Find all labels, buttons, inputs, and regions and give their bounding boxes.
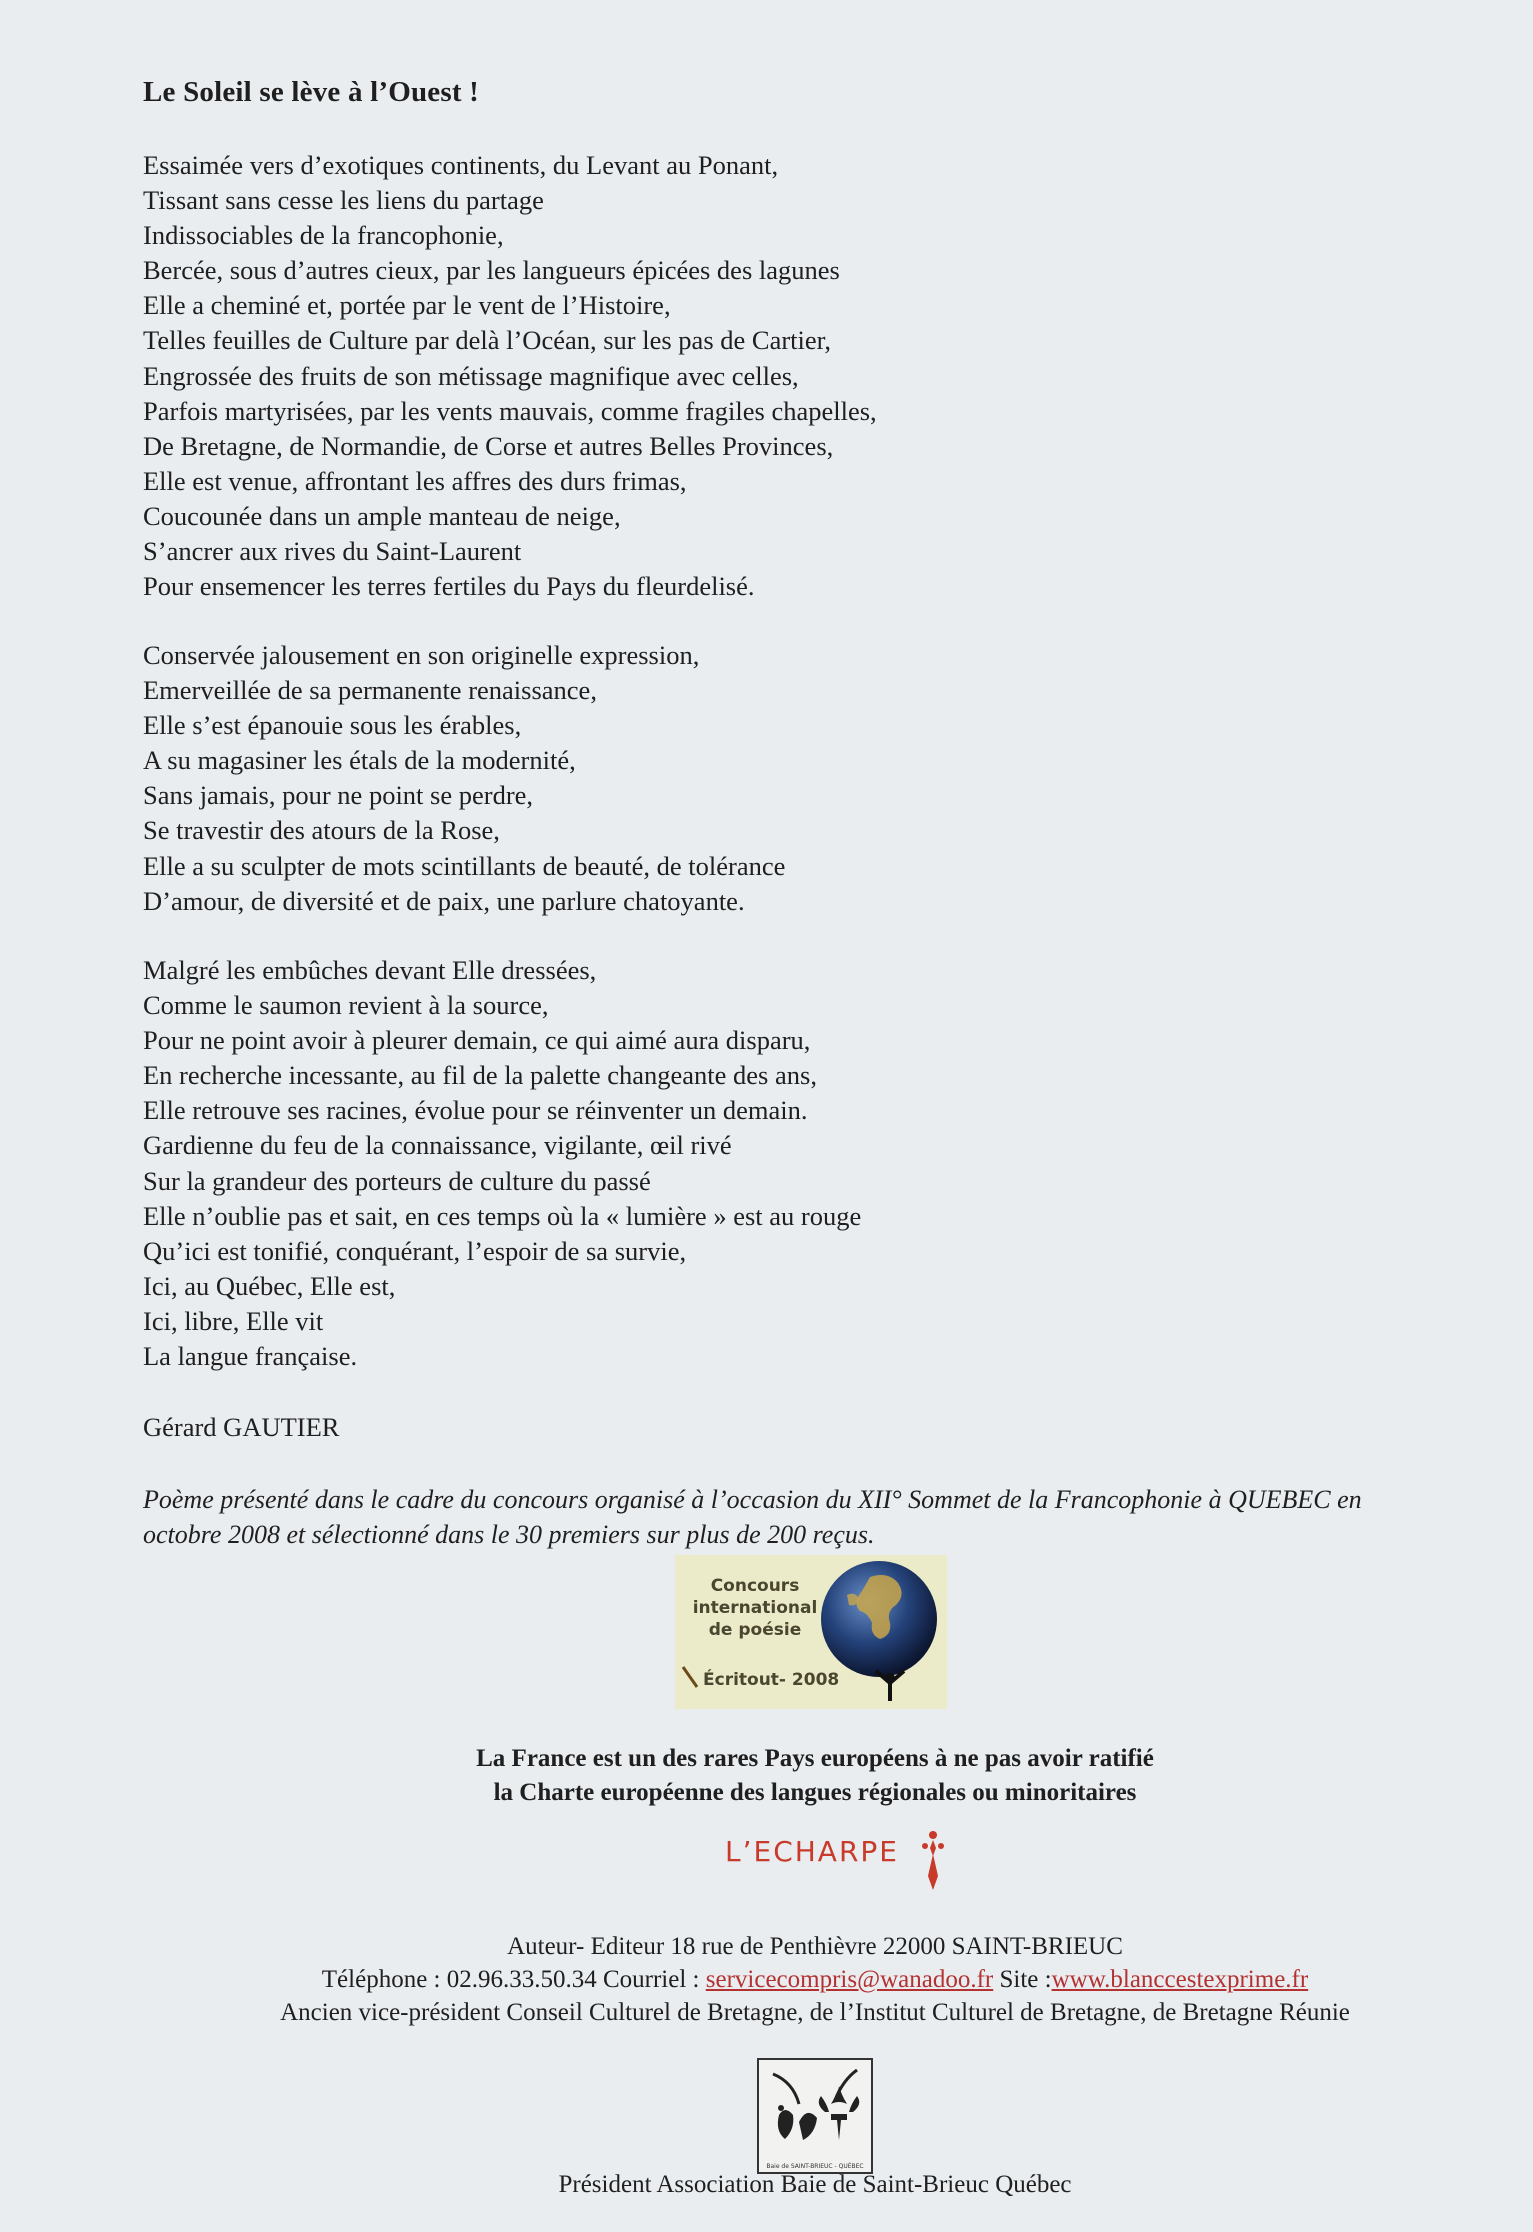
badge-text <box>675 1575 835 1641</box>
poetry-contest-badge <box>675 1555 947 1709</box>
site-label: Site : <box>993 1966 1052 1993</box>
verse-line: De Bretagne, de Normandie, de Corse et autres Belles Provinces, <box>143 430 834 461</box>
publisher-address: Auteur- Editeur 18 rue de Penthièvre 22000 SAINT-BRIEUC <box>507 1933 1123 1960</box>
verse-line: S’ancrer aux rives du Saint-Laurent <box>143 536 522 567</box>
stanza-3 <box>143 953 861 1374</box>
verse-line: Elle s’est épanouie sous les érables, <box>143 710 522 741</box>
verse-line: Conservée jalousement en son originelle expression, <box>143 640 700 670</box>
phone-line <box>0 1963 1533 1996</box>
verse-line: Indissociables de la francophonie, <box>143 220 504 251</box>
badge-line: de poésie <box>708 1620 802 1640</box>
stanza-1 <box>143 148 877 604</box>
emblem-caption: Baie de SAINT-BRIEUC - QUÉBEC <box>766 2163 864 2170</box>
author-name: Gérard GAUTIER <box>143 1412 340 1442</box>
verse-line: Sans jamais, pour ne point se perdre, <box>143 780 534 811</box>
verse-line: Elle n’oublie pas et sait, en ces temps où la « lumière » est au rouge <box>143 1200 862 1231</box>
charter-line: la Charte européenne des langues régionales ou minoritaires <box>493 1779 1137 1806</box>
verse-line: Comme le saumon revient à la source, <box>143 990 549 1021</box>
verse-line: Gardienne du feu de la connaissance, vigilante, œil rivé <box>143 1130 732 1161</box>
badge-line: international <box>692 1598 818 1618</box>
association-emblem <box>757 2058 873 2174</box>
ermine-icon <box>922 1830 944 1892</box>
echarpe-logo: L’ECHARPE <box>725 1835 899 1868</box>
verse-line: Telles feuilles de Culture par delà l’Océan, sur les pas de Cartier, <box>143 325 832 356</box>
verse-line: Bercée, sous d’autres cieux, par les langueurs épicées des lagunes <box>143 255 840 286</box>
badge-line: Concours <box>710 1576 800 1596</box>
verse-line: Tissant sans cesse les liens du partage <box>143 185 544 216</box>
verse-line: Qu’ici est tonifié, conquérant, l’espoir de sa survie, <box>143 1235 687 1266</box>
verse-line: Malgré les embûches devant Elle dressées, <box>143 955 597 985</box>
verse-line: Coucounée dans un ample manteau de neige, <box>143 500 621 531</box>
verse-line: En recherche incessante, au fil de la palette changeante des ans, <box>143 1060 817 1091</box>
verse-line: Ici, libre, Elle vit <box>143 1305 324 1336</box>
verse-line: Essaimée vers d’exotiques continents, du Levant au Ponant, <box>143 150 779 180</box>
verse-line: Parfois martyrisées, par les vents mauvais, comme fragiles chapelles, <box>143 395 877 426</box>
stanza-2 <box>143 638 785 919</box>
charter-line: La France est un des rares Pays européens à ne pas avoir ratifié <box>476 1745 1154 1772</box>
verse-line: Engrossée des fruits de son métissage magnifique avec celles, <box>143 360 799 391</box>
website-link[interactable]: www.blanccestexprime.fr <box>1051 1966 1309 1993</box>
verse-line: Pour ensemencer les terres fertiles du Pays du fleurdelisé. <box>143 571 755 602</box>
badge-year: Écritout- 2008 <box>703 1670 840 1690</box>
phone-text: Téléphone : 02.96.33.50.34 Courriel : <box>321 1966 706 1993</box>
email-link[interactable]: servicecompris@wanadoo.fr <box>705 1966 994 1993</box>
verse-line: Se travestir des atours de la Rose, <box>143 815 500 846</box>
former-roles: Ancien vice-président Conseil Culturel de Bretagne, de l’Institut Culturel de Bretagne, de Bretagne Réunie <box>280 1999 1350 2026</box>
verse-line: D’amour, de diversité et de paix, une parlure chatoyante. <box>143 885 745 916</box>
verse-line: Emerveillée de sa permanente renaissance, <box>143 675 597 706</box>
verse-line: Ici, au Québec, Elle est, <box>143 1270 396 1301</box>
verse-line: Elle est venue, affrontant les affres des durs frimas, <box>143 465 687 496</box>
verse-line: Sur la grandeur des porteurs de culture du passé <box>143 1165 651 1196</box>
verse-line: Elle retrouve ses racines, évolue pour se réinventer un demain. <box>143 1095 808 1126</box>
contact-block <box>0 1930 1533 2029</box>
verse-line: Elle a cheminé et, portée par le vent de l’Histoire, <box>143 290 671 321</box>
verse-line: A su magasiner les étals de la modernité, <box>143 745 576 776</box>
verse-line: La langue française. <box>143 1341 358 1372</box>
poem-title: Le Soleil se lève à l’Ouest ! <box>143 76 480 108</box>
charter-statement <box>0 1742 1533 1810</box>
competition-note: Poème présenté dans le cadre du concours organisé à l’occasion du XII° Sommet de la Francophonie à QUEBEC en octobre 2008 et sélectionné dans le 30 premiers sur plus de 200 reçus. <box>143 1485 1362 1549</box>
president-line: Président Association Baie de Saint-Brieuc Québec <box>558 2171 1072 2198</box>
ermine-fleur-de-lis-icon <box>759 2060 871 2160</box>
verse-line: Pour ne point avoir à pleurer demain, ce qui aimé aura disparu, <box>143 1025 811 1056</box>
verse-line: Elle a su sculpter de mots scintillants de beauté, de tolérance <box>143 850 786 881</box>
